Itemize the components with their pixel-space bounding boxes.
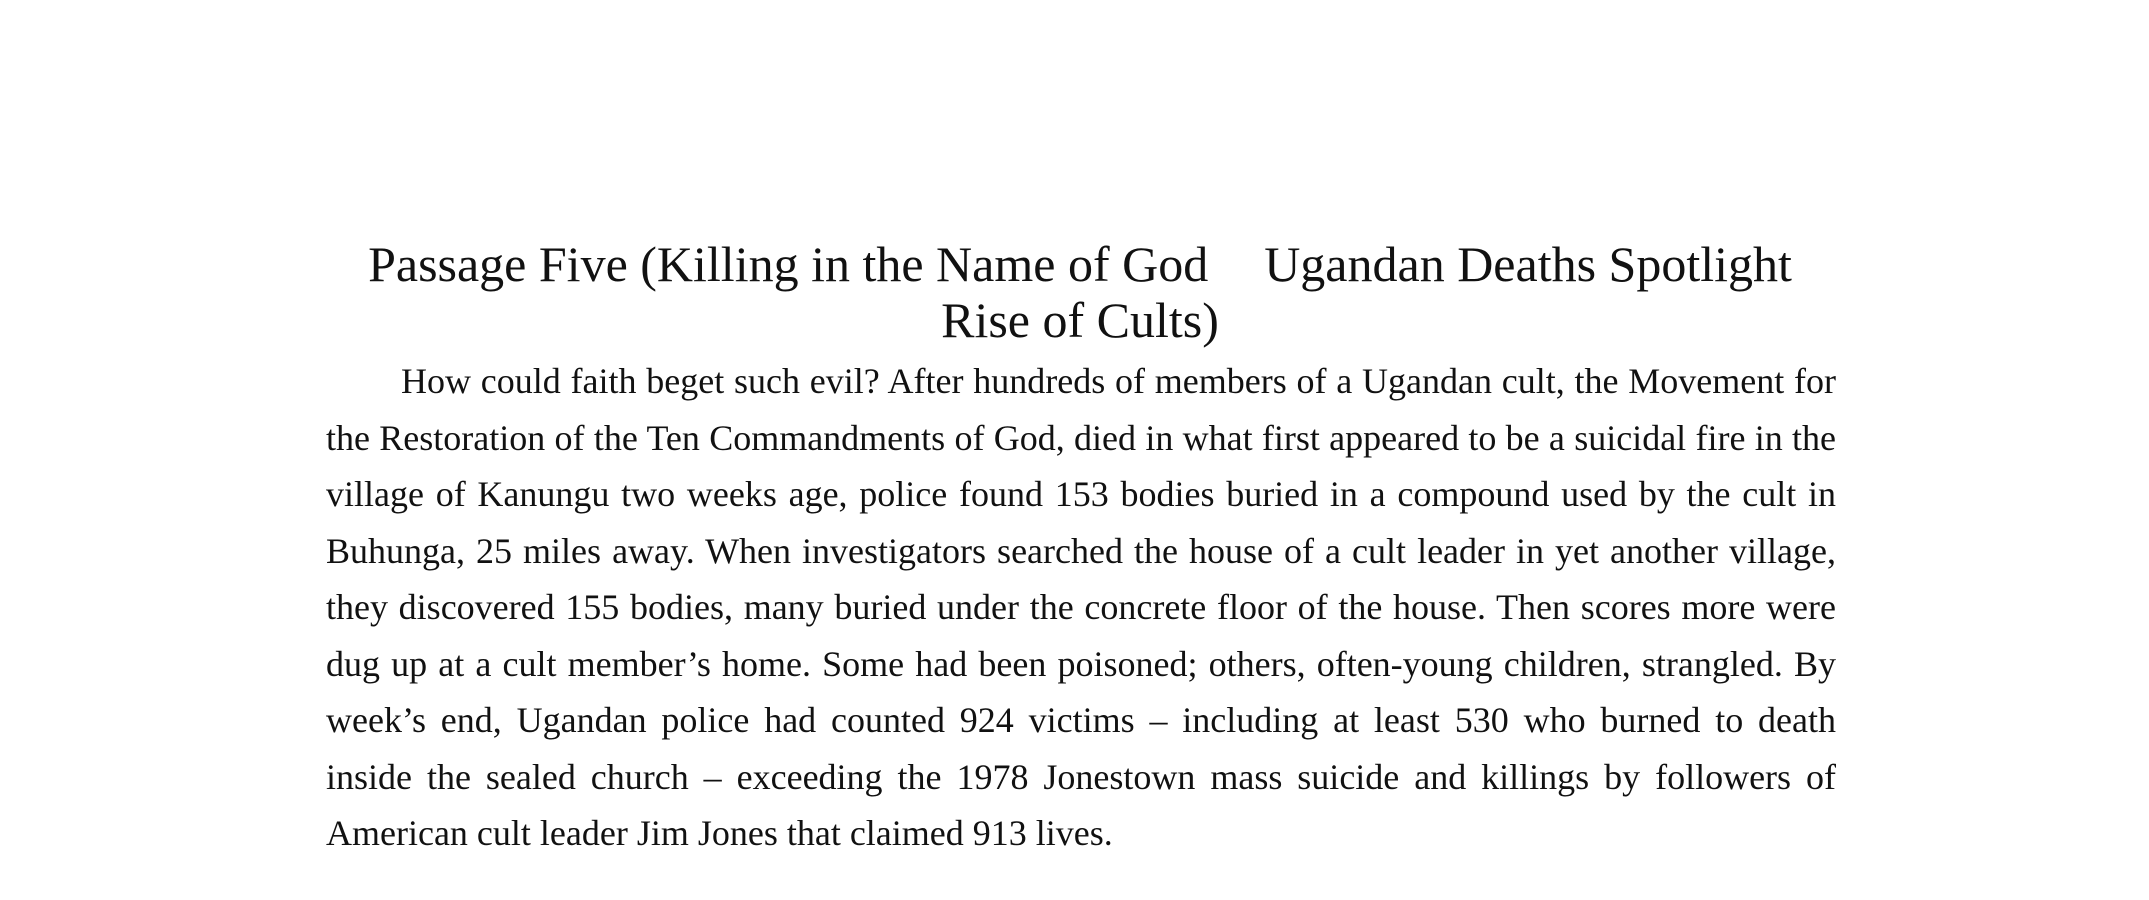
passage-title-main: Passage Five (Killing in the Name of God	[368, 236, 1209, 292]
passage-title-subtitle: Ugandan Deaths Spotlight Rise of Cults)	[941, 236, 1792, 348]
passage-title	[330, 236, 1830, 348]
passage-paragraph: How could faith beget such evil? After hundreds of members of a Ugandan cult, the Movement for the Restoration of the Ten Commandments of God, died in what first appeared to be a suicidal fire in the village of Kanungu two weeks age, police found 153 bodies buried in a compound used by the cult in Buhunga, 25 miles away. When investigators searched the house of a cult leader in yet another village, they discovered 155 bodies, many buried under the concrete floor of the house. Then scores more were dug up at a cult member’s home. Some had been poisoned; others, often-young children, strangled. By week’s end, Ugandan police had counted 924 victims – including at least 530 who burned to death inside the sealed church – exceeding the 1978 Jonestown mass suicide and killings by followers of American cult leader Jim Jones that claimed 913 lives.	[326, 361, 1836, 853]
